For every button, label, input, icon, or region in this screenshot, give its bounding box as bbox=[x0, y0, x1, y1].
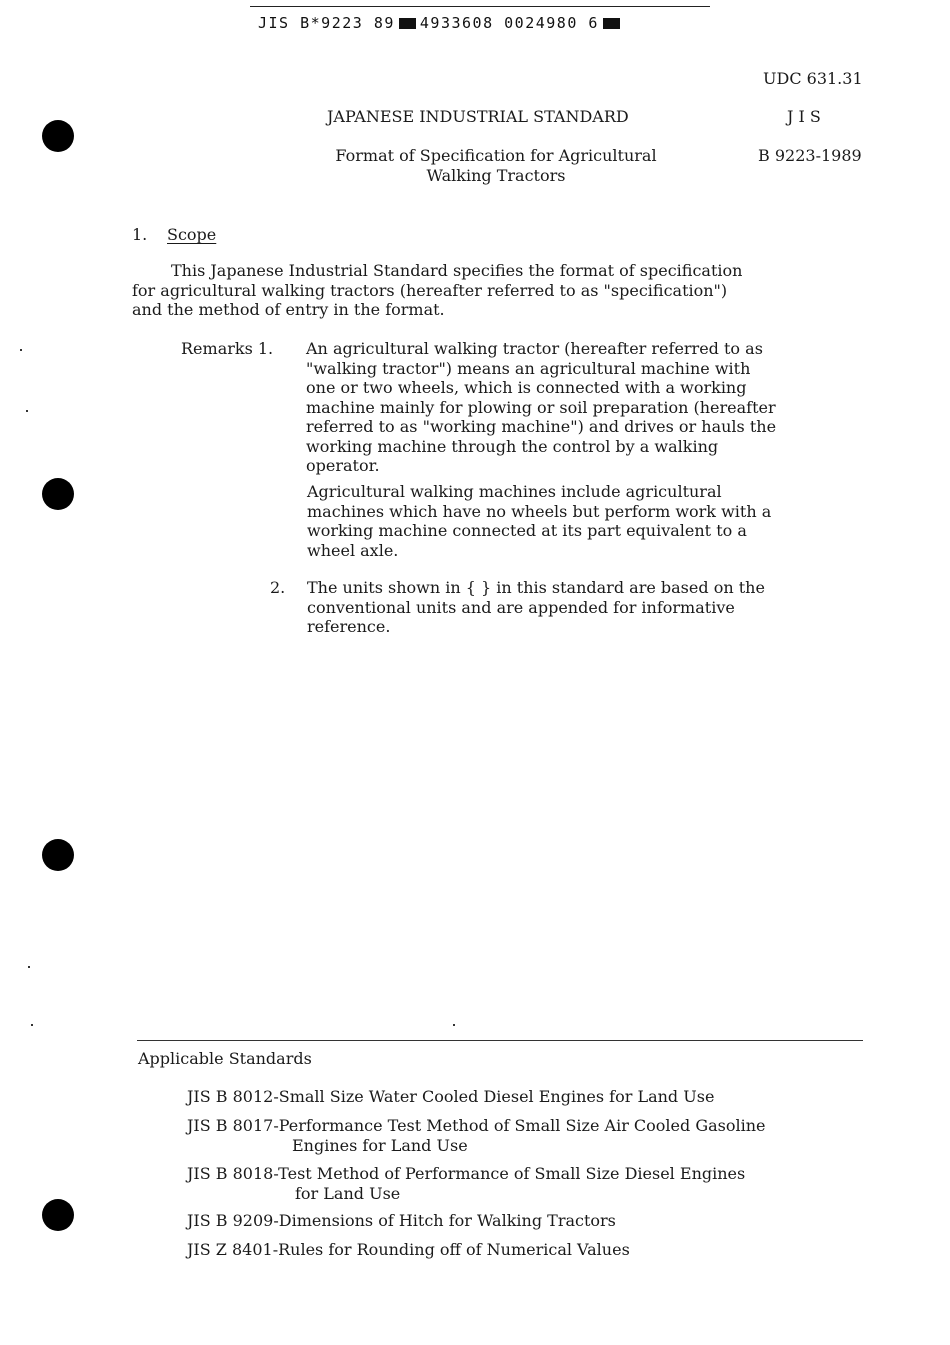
remark-2 bbox=[307, 578, 765, 637]
remark-line: machines which have no wheels but perform work with a bbox=[307, 501, 772, 521]
remark-line: working machine connected at its part equivalent to a bbox=[307, 521, 747, 540]
remark-line: operator. bbox=[306, 456, 380, 475]
remarks-label: Remarks 1. bbox=[181, 339, 274, 358]
remark-line: conventional units and are appended for informative bbox=[307, 597, 735, 617]
paragraph-line: for agricultural walking tractors (hereafter referred to as "specification") bbox=[132, 280, 728, 300]
standard-ref-item bbox=[187, 1164, 745, 1203]
standard-ref-line: JIS B 8017-Performance Test Method of Small Size Air Cooled Gasoline bbox=[187, 1116, 766, 1135]
standard-ref-item bbox=[187, 1240, 630, 1260]
section-number: 1. bbox=[132, 225, 148, 244]
remark-line: working machine through the control by a walking bbox=[306, 436, 719, 456]
remark-line: wheel axle. bbox=[307, 540, 399, 560]
standard-ref-line: JIS B 8018-Test Method of Performance of Small Size Diesel Engines bbox=[187, 1164, 746, 1183]
scope-paragraph bbox=[132, 261, 742, 320]
scan-speck bbox=[20, 349, 22, 351]
scan-speck bbox=[26, 410, 28, 412]
scan-header bbox=[258, 14, 624, 32]
punch-hole-icon bbox=[42, 120, 74, 152]
remark-line: one or two wheels, which is connected with a working bbox=[306, 378, 747, 397]
standard-number: B 9223-1989 bbox=[758, 146, 862, 165]
punch-hole-icon bbox=[42, 478, 74, 510]
remark-line: Agricultural walking machines include agricultural bbox=[307, 482, 722, 501]
barcode-block-icon bbox=[603, 18, 620, 29]
paragraph-line: This Japanese Industrial Standard specifies the format of specification bbox=[171, 261, 743, 280]
standard-ref-line: JIS B 8012-Small Size Water Cooled Diesel Engines for Land Use bbox=[187, 1087, 715, 1106]
title-line: Walking Tractors bbox=[426, 165, 566, 185]
scan-speck bbox=[28, 966, 30, 968]
standard-ref-line: JIS B 9209-Dimensions of Hitch for Walking Tractors bbox=[187, 1211, 616, 1230]
title-line: Format of Specification for Agricultural bbox=[335, 146, 657, 165]
remark-line: referred to as "working machine") and drives or hauls the bbox=[306, 417, 777, 436]
standard-ref-line: Engines for Land Use bbox=[292, 1135, 468, 1155]
remark-line: "walking tractor") means an agricultural machine with bbox=[306, 358, 751, 378]
scan-speck bbox=[31, 1024, 33, 1026]
standard-ref-item bbox=[187, 1116, 766, 1155]
standard-org: JAPANESE INDUSTRIAL STANDARD bbox=[327, 107, 629, 126]
remark-line: reference. bbox=[307, 617, 391, 636]
scan-speck bbox=[453, 1024, 455, 1026]
standard-ref-item bbox=[187, 1087, 714, 1107]
document-title bbox=[296, 146, 696, 185]
remark-1-continued bbox=[307, 482, 771, 560]
udc-number: UDC 631.31 bbox=[763, 69, 863, 88]
remark-2-number: 2. bbox=[270, 578, 286, 597]
standard-ref-line: for Land Use bbox=[295, 1183, 401, 1203]
section-heading: Scope bbox=[167, 225, 217, 244]
top-border-line bbox=[250, 6, 710, 7]
punch-hole-icon bbox=[42, 1199, 74, 1231]
barcode-block-icon bbox=[399, 18, 416, 29]
remark-1 bbox=[306, 339, 776, 476]
remark-line: The units shown in { } in this standard are based on the bbox=[307, 578, 765, 597]
remark-line: An agricultural walking tractor (hereafter referred to as bbox=[306, 339, 763, 358]
applicable-standards-heading: Applicable Standards bbox=[138, 1049, 312, 1068]
punch-hole-icon bbox=[42, 839, 74, 871]
standard-ref-line: JIS Z 8401-Rules for Rounding off of Numerical Values bbox=[187, 1240, 630, 1259]
remark-line: machine mainly for plowing or soil preparation (hereafter bbox=[306, 397, 776, 417]
scan-header-code: JIS B*9223 89 bbox=[258, 14, 395, 32]
paragraph-line: and the method of entry in the format. bbox=[132, 300, 445, 319]
jis-mark: J I S bbox=[787, 107, 821, 126]
scan-header-serial: 4933608 0024980 6 bbox=[419, 14, 599, 32]
standard-ref-item bbox=[187, 1211, 616, 1231]
footnote-divider bbox=[137, 1040, 863, 1041]
